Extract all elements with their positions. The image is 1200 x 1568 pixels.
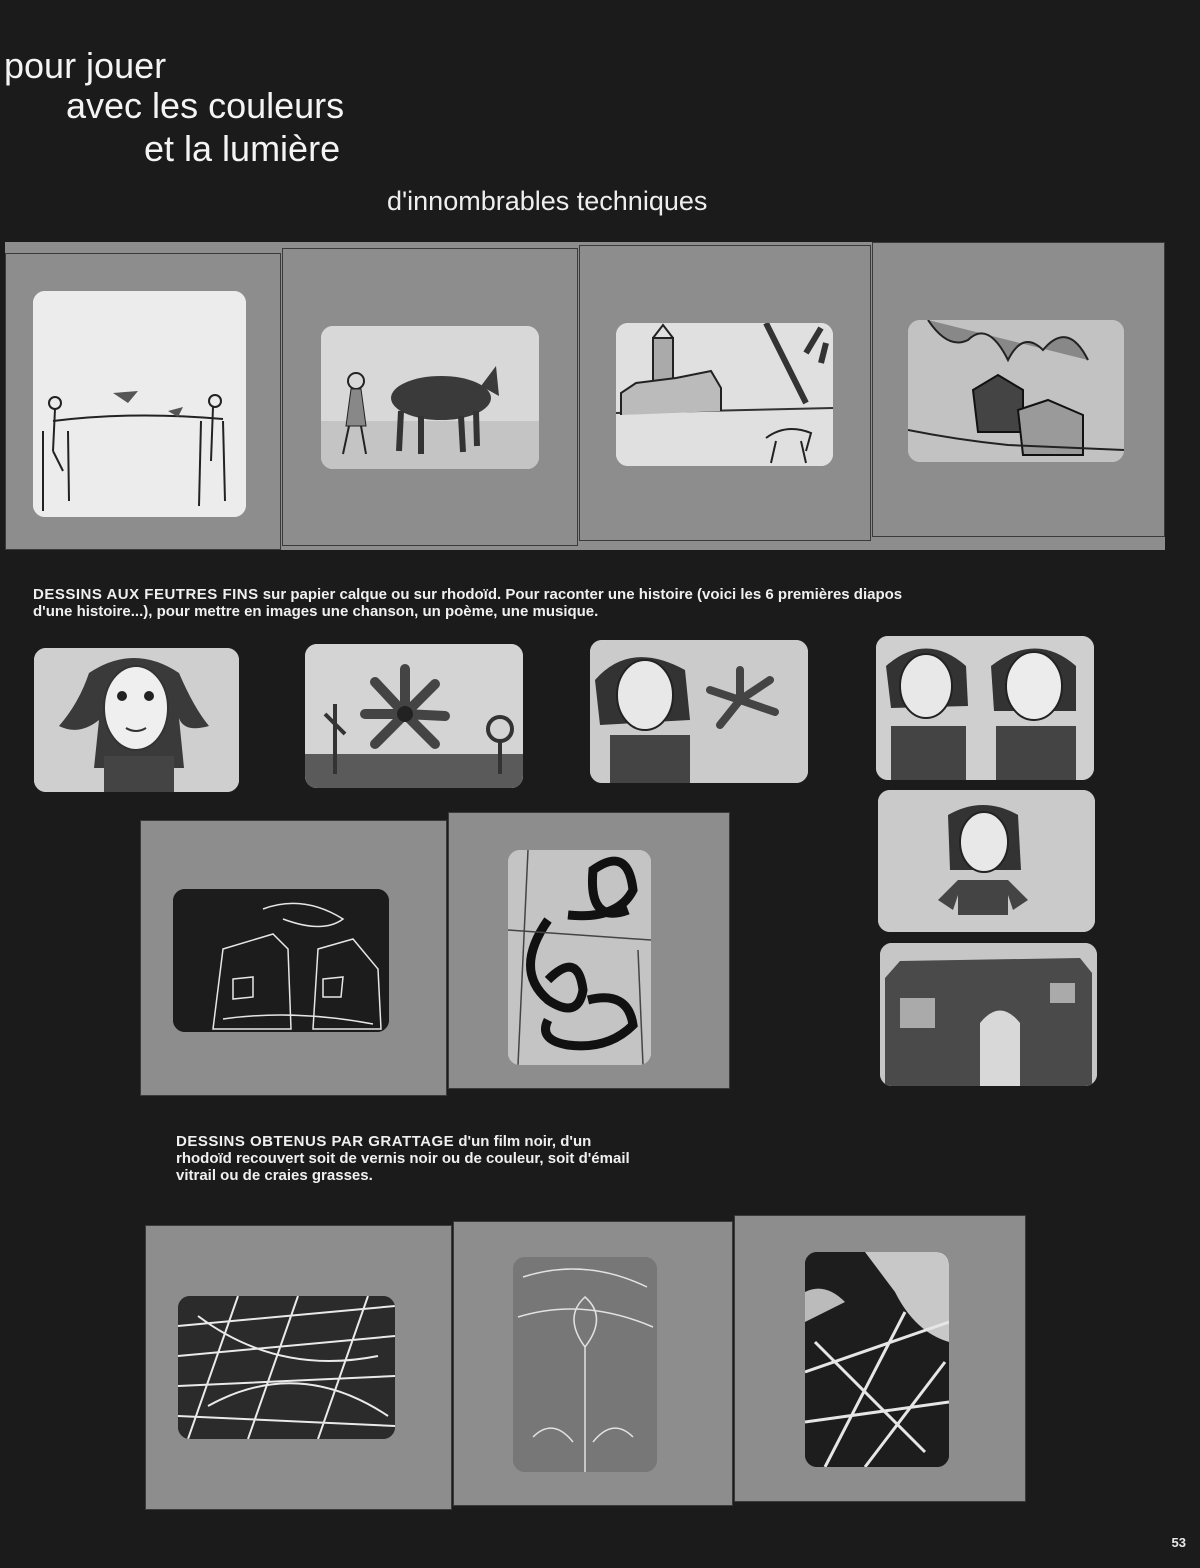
slide-scratched-network <box>805 1252 949 1467</box>
slide-story-6-house <box>880 943 1097 1086</box>
caption-scratch-lead: DESSINS OBTENUS PAR GRATTAGE <box>176 1133 455 1150</box>
slide-story-4-two-girls <box>876 636 1094 780</box>
title-line-1: pour jouer <box>4 45 167 86</box>
page-number: 53 <box>1171 1535 1186 1550</box>
title-line-3: et la lumière <box>144 128 341 169</box>
slide-house-trees-drawing <box>908 320 1124 462</box>
slide-scratched-houses <box>173 889 389 1032</box>
slide-story-1-girl <box>34 648 239 792</box>
title-line-2: avec les couleurs <box>66 85 345 126</box>
slide-donkey-drawing <box>321 326 539 469</box>
slide-scratched-lines <box>178 1296 395 1439</box>
caption-scratch-line-2: rhodoïd recouvert soit de vernis noir ou de couleur, soit d'émail <box>176 1150 630 1167</box>
caption-scratching <box>176 1133 721 1184</box>
slide-scratched-spirals <box>508 850 651 1065</box>
caption-felt-lead: DESSINS AUX FEUTRES FINS <box>33 586 259 603</box>
slide-story-3-girl-flower <box>590 640 808 783</box>
slide-story-5-girl-standing <box>878 790 1095 932</box>
caption-felt-line-1-rest: sur papier calque ou sur rhodoïd. Pour raconter une histoire (voici les 6 premières diapos <box>258 586 903 603</box>
caption-felt-pens <box>33 586 1097 620</box>
caption-scratch-line-3: vitrail ou de craies grasses. <box>176 1167 373 1184</box>
caption-scratch-line-1-rest: d'un film noir, d'un <box>454 1133 592 1150</box>
caption-felt-line-2: d'une histoire...), pour mettre en images une chanson, un poème, une musique. <box>33 603 599 620</box>
caption-scratch-line-1 <box>176 1133 721 1150</box>
slide-village-drawing <box>616 323 833 466</box>
slide-story-2-flowers <box>305 644 523 788</box>
caption-felt-line-1 <box>33 586 1097 603</box>
subtitle: d'innombrables techniques <box>387 186 708 216</box>
slide-tightrope-drawing <box>33 291 246 517</box>
slide-scratched-flower <box>513 1257 657 1472</box>
